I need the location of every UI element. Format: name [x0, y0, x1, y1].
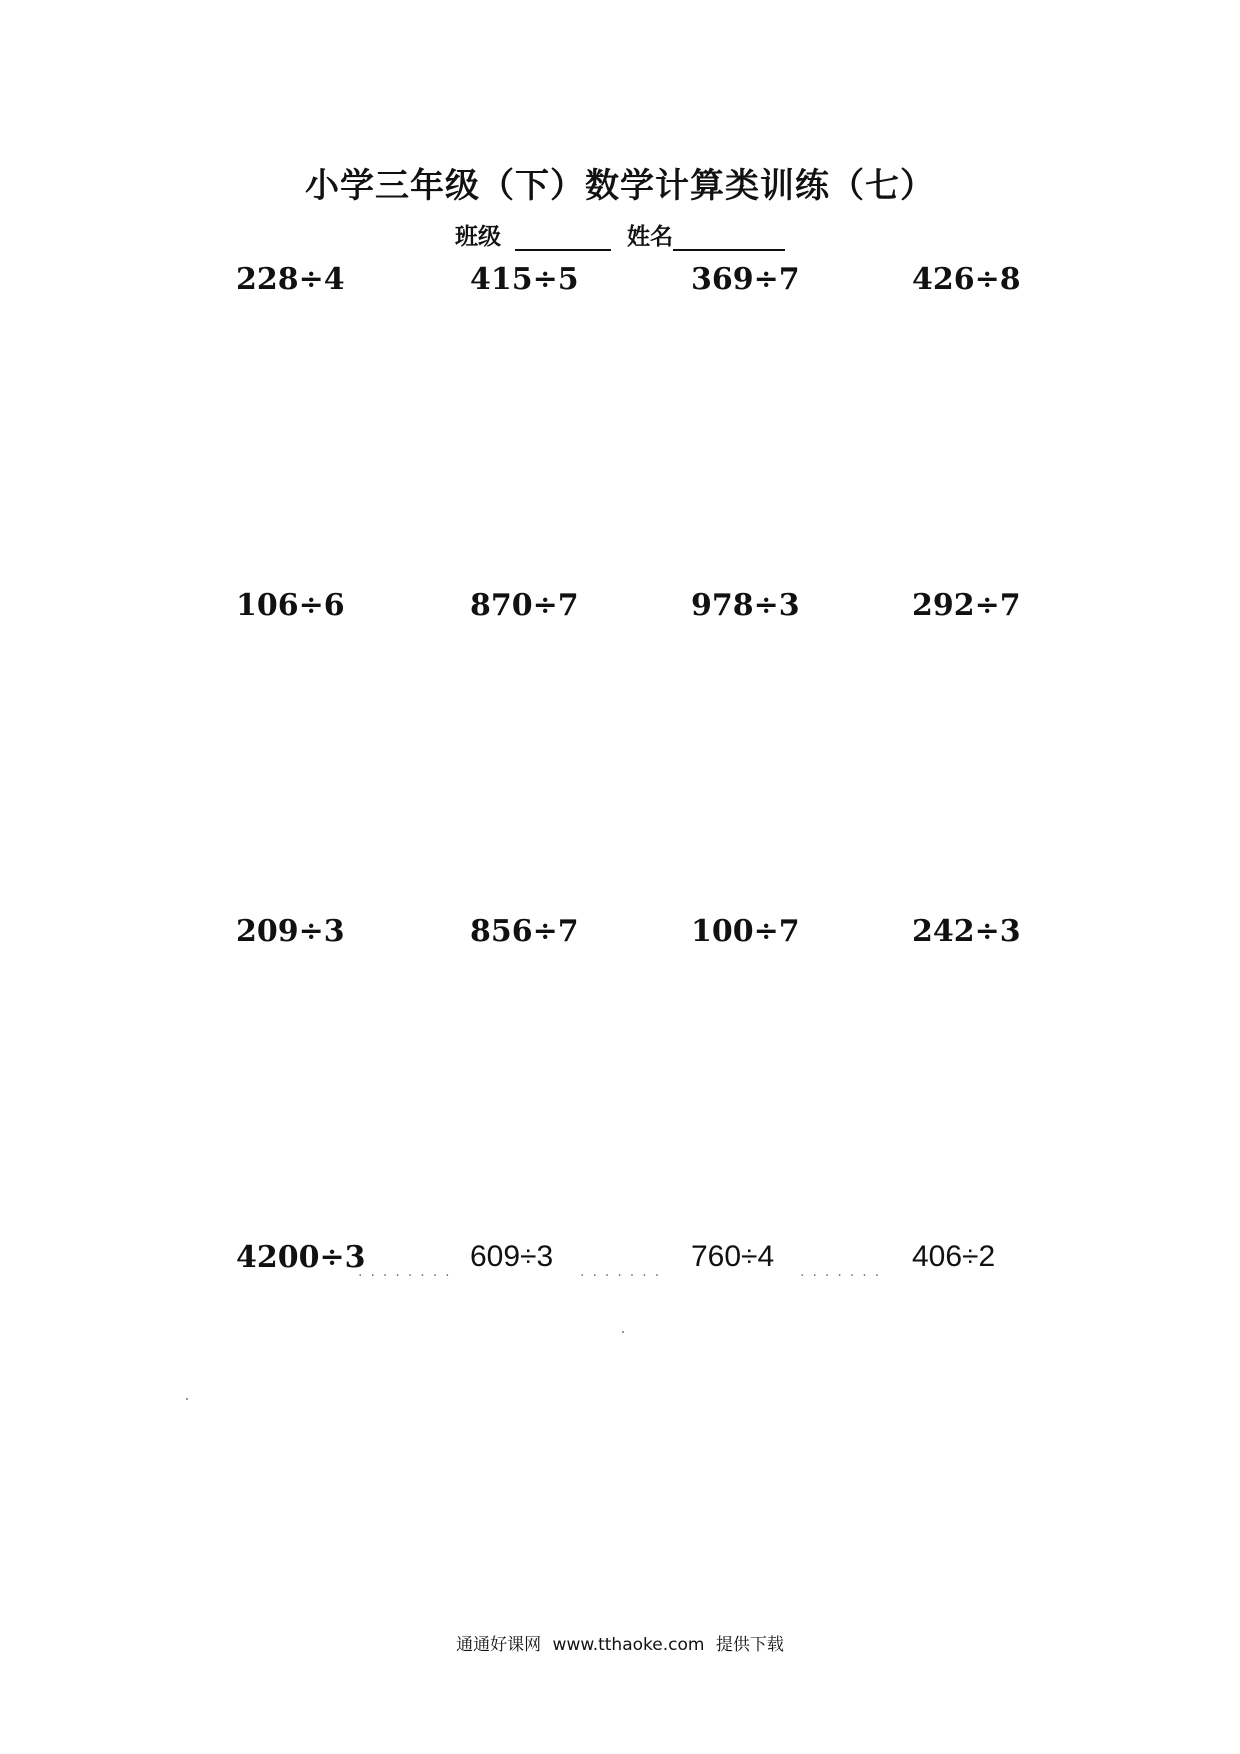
problem-4-2: 609÷3 — [470, 1240, 554, 1273]
problem-1-1: 228÷4 — [236, 262, 345, 297]
dot-leader: ........ — [358, 1264, 458, 1280]
scan-speck — [186, 1398, 188, 1400]
problem-2-4: 292÷7 — [912, 588, 1021, 623]
problem-1-4: 426÷8 — [912, 262, 1021, 297]
dot-leader: ....... — [580, 1264, 668, 1280]
problem-4-1: 4200÷3 — [236, 1240, 366, 1275]
problem-3-3: 100÷7 — [691, 914, 800, 949]
problem-4-3: 760÷4 — [691, 1240, 775, 1273]
problem-1-2: 415÷5 — [470, 262, 579, 297]
problem-2-1: 106÷6 — [236, 588, 345, 623]
problem-3-4: 242÷3 — [912, 914, 1021, 949]
class-label: 班级 — [455, 224, 501, 250]
class-blank[interactable] — [515, 225, 611, 251]
name-label: 姓名 — [627, 224, 673, 250]
scan-speck — [622, 1331, 624, 1333]
page-title: 小学三年级（下）数学计算类训练（七） — [305, 166, 935, 206]
problem-1-3: 369÷7 — [691, 262, 800, 297]
problem-3-2: 856÷7 — [470, 914, 579, 949]
footer-source: 通通好课网 www.tthaoke.com 提供下载 — [456, 1635, 784, 1655]
problem-3-1: 209÷3 — [236, 914, 345, 949]
dot-leader: ....... — [800, 1264, 888, 1280]
problem-2-3: 978÷3 — [691, 588, 800, 623]
problem-4-4: 406÷2 — [912, 1240, 996, 1273]
name-blank[interactable] — [673, 225, 785, 251]
student-info-line — [0, 218, 1240, 251]
problem-2-2: 870÷7 — [470, 588, 579, 623]
